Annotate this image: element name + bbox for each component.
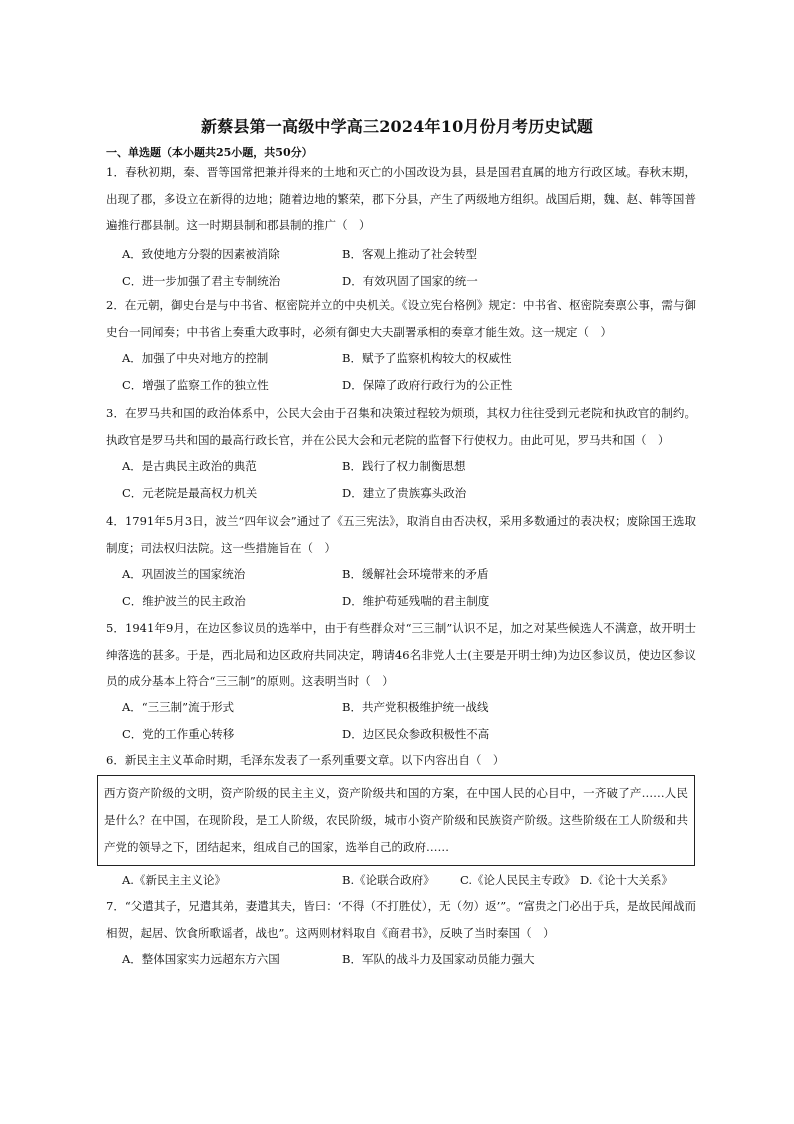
question-6-stem: 6．新民主主义革命时期，毛泽东发表了一系列重要文章。以下内容出自（ ） <box>106 753 505 767</box>
question-5-stem: 5．1941年9月，在边区参议员的选举中，由于有些群众对“三三制”认识不足，加之对某些候选人不满意，故开明士绅落选的甚多。于是，西北局和边区政府共同决定，聘请46名非党人士(主要是开明士绅)为边区参议员，使边区参议员的成分基本上符合“三三制”的原则。这表明当时（ ） <box>106 621 696 688</box>
question-4-stem: 4．1791年5月3日，波兰“四年议会”通过了《五三宪法》，取消自由否决权，采用多数通过的表决权；废除国王选取制度；司法权归法院。这一些措施旨在（ ） <box>106 514 696 555</box>
question-4-options <box>122 561 696 614</box>
q6-option-b[interactable]: B.《论联合政府》 <box>342 873 435 887</box>
q4-option-b[interactable]: B．缓解社会环境带来的矛盾 <box>342 567 489 581</box>
question-3-stem: 3．在罗马共和国的政治体系中，公民大会由于召集和决策过程较为烦琐，其权力往往受到元老院和执政官的制约。执政官是罗马共和国的最高行政长官，并在公民大会和元老院的监督下行使权力。由此可见，罗马共和国（ ） <box>106 406 696 447</box>
q4-option-c[interactable]: C．维护波兰的民主政治 <box>122 593 246 608</box>
q5-option-d[interactable]: D．边区民众参政积极性不高 <box>342 726 490 741</box>
q6-option-a[interactable]: A.《新民主主义论》 <box>122 873 226 887</box>
q1-option-b[interactable]: B．客观上推动了社会转型 <box>342 247 477 261</box>
question-3-options <box>122 453 696 506</box>
question-2-stem: 2．在元朝，御史台是与中书省、枢密院并立的中央机关。《设立宪台格例》规定：中书省、枢密院奏禀公事，需与御史台一同闻奏；中书省上奏重大政事时，必须有御史大夫副署承相的奏章才能生效。这一规定（ ） <box>106 298 696 339</box>
q6-option-c[interactable]: C.《论人民民主专政》 <box>460 873 576 887</box>
q4-option-d[interactable]: D．维护苟延残喘的君主制度 <box>342 593 490 608</box>
question-2-options <box>122 345 696 398</box>
section-heading: 一、单选题（本小题共25小题，共50分） <box>106 146 313 159</box>
source-quote-box <box>97 775 695 866</box>
question-5-options <box>122 694 696 747</box>
q4-option-a[interactable]: A．巩固波兰的国家统治 <box>122 567 246 581</box>
source-quote-text: 西方资产阶级的文明，资产阶级的民主主义，资产阶级共和国的方案，在中国人民的心目中，一齐破了产……人民是什么？在中国，在现阶段，是工人阶级，农民阶级，城市小资产阶级和民族资产阶级。这些阶级在工人阶级和共产党的领导之下，团结起来，组成自己的国家，选举自己的政府…… <box>104 786 688 854</box>
q2-option-c[interactable]: C．增强了监察工作的独立性 <box>122 377 269 392</box>
q1-option-c[interactable]: C．进一步加强了君主专制统治 <box>122 273 281 288</box>
q2-option-d[interactable]: D．保障了政府行政行为的公正性 <box>342 377 513 392</box>
q3-option-b[interactable]: B．践行了权力制衡思想 <box>342 459 466 473</box>
q1-option-d[interactable]: D．有效巩固了国家的统一 <box>342 273 478 288</box>
q5-option-a[interactable]: A．“三三制”流于形式 <box>122 700 235 714</box>
q2-option-b[interactable]: B．赋予了监察机构较大的权威性 <box>342 351 512 365</box>
q5-option-b[interactable]: B．共产党积极维护统一战线 <box>342 700 489 714</box>
question-7-stem: 7．“父遣其子，兄遣其弟，妻遣其夫，皆曰：‘不得（不打胜仗），无（勿）返’”。“富贵之门必出于兵，是故民闻战而相贺，起居、饮食所歌谣者，战也”。这两则材料取自《商君书》，反映了当时秦国（ ） <box>106 899 697 940</box>
q3-option-a[interactable]: A．是古典民主政治的典范 <box>122 459 257 473</box>
question-6-options <box>122 867 696 894</box>
q7-option-a[interactable]: A．整体国家实力远超东方六国 <box>122 952 280 966</box>
question-7-options <box>122 946 696 973</box>
q7-option-b[interactable]: B．军队的战斗力及国家动员能力强大 <box>342 952 535 966</box>
q2-option-a[interactable]: A．加强了中央对地方的控制 <box>122 351 269 365</box>
q3-option-c[interactable]: C．元老院是最高权力机关 <box>122 485 258 500</box>
exam-title: 新蔡县第一高级中学高三2024年10月份月考历史试题 <box>201 117 593 136</box>
question-1-options <box>122 241 696 294</box>
question-1-stem: 1．春秋初期，秦、晋等国常把兼并得来的土地和灭亡的小国改设为县，县是国君直属的地方行政区域。春秋末期，出现了郡，多设立在新得的边地；随着边地的繁荣，郡下分县，产生了两级地方组织。战国后期，魏、赵、韩等国普遍推行郡县制。这一时期县制和郡县制的推广（ ） <box>106 165 696 232</box>
q1-option-a[interactable]: A．致使地方分裂的因素被消除 <box>122 247 280 261</box>
q6-option-d[interactable]: D.《论十大关系》 <box>580 873 673 887</box>
q3-option-d[interactable]: D．建立了贵族寡头政治 <box>342 485 467 500</box>
q5-option-c[interactable]: C．党的工作重心转移 <box>122 726 235 741</box>
